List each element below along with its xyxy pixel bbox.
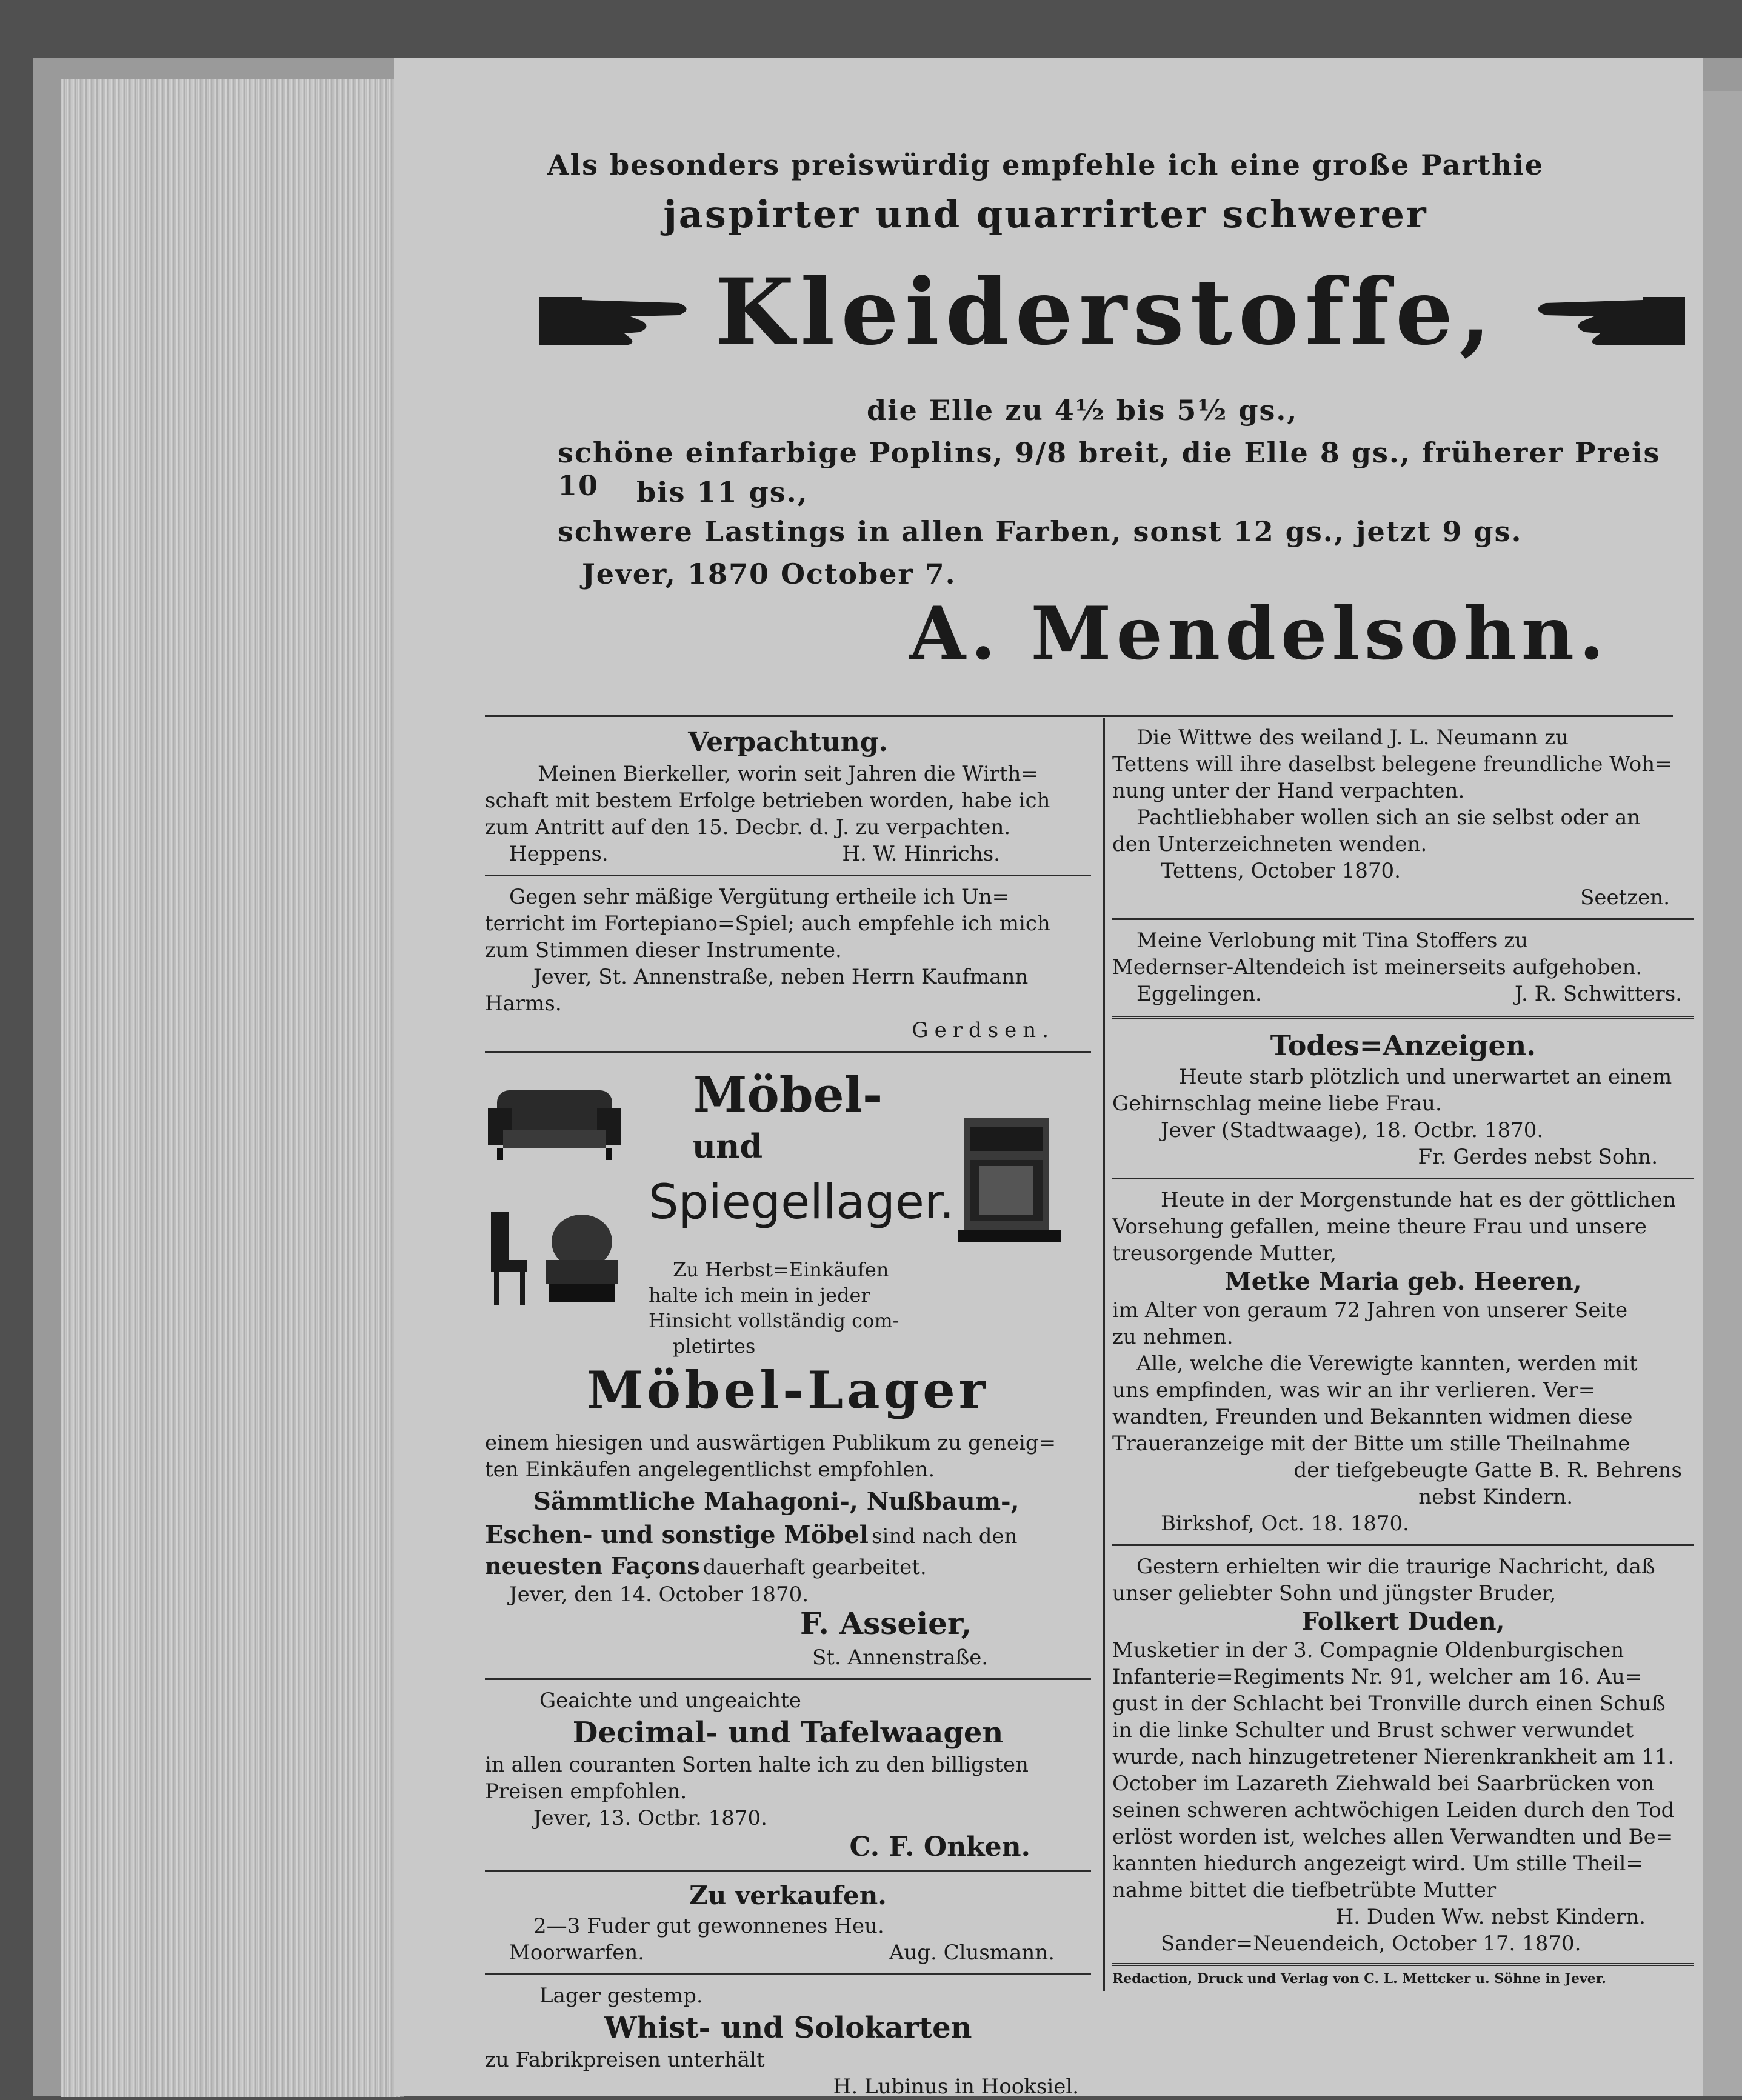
text-line: Geaichte und ungeaichte [539,1688,801,1713]
divider [485,875,1091,876]
karten-ad [485,1982,1091,2100]
text-line: Gestern erhielten wir die traurige Nachricht, daß [1136,1555,1655,1579]
neumann-notice [1112,724,1694,911]
moebel-date: Jever, den 14. October 1870. [509,1582,809,1607]
moebel-woods-2: Eschen- und sonstige Möbel [485,1521,869,1549]
ad-price-line: die Elle zu 4½ bis 5½ gs., [867,394,1298,427]
ad-signature: A. Mendelsohn. [909,591,1609,676]
verpachtung-title: Verpachtung. [688,727,888,758]
newspaper-page [394,58,1703,2099]
moebel-lager-title: Möbel-Lager [587,1360,989,1420]
divider [485,1051,1091,1053]
waagen-ad [485,1687,1091,1862]
unterricht-notice [485,884,1091,1044]
moebel-facons: neuesten Façons [485,1552,700,1579]
waagen-date: Jever, 13. Octbr. 1870. [533,1806,767,1830]
text-line: Tettens will ihre daselbst belegene freundliche Woh= [1112,752,1672,776]
text-line: Heute in der Morgenstunde hat es der göttlichen [1161,1188,1676,1212]
text-line: schaft mit bestem Erfolge betrieben worden, habe ich [485,788,1050,813]
text-line: pletirtes [673,1335,756,1358]
ad-intro-line: Als besonders preiswürdig empfehle ich eine große Parthie [547,148,1544,181]
right-column [1112,724,1694,1988]
text-line: wandten, Freunden und Bekannten widmen diese [1112,1405,1633,1429]
signer: H. W. Hinrichs. [842,842,1000,866]
divider [1112,1016,1694,1019]
moebel-title-und: und [692,1127,763,1165]
moebel-intro [649,1257,915,1359]
moebel-woods: Sämmtliche Mahagoni-, Nußbaum-, [533,1487,1020,1516]
divider [485,715,1673,717]
karten-signer: H. Lubinus in Hooksiel. [833,2075,1079,2099]
divider [485,1870,1091,1872]
todes-anzeigen [1112,1027,1694,1957]
text-line: erlöst worden ist, welches allen Verwandten und Be= [1112,1825,1674,1849]
text-line: seinen schweren achtwöchigen Leiden durch den Tod [1112,1798,1675,1822]
text-line: Jever, St. Annenstraße, neben Herrn Kaufmann [533,965,1029,989]
divider [1112,918,1694,920]
text-line: Medernser-Altendeich ist meinerseits aufgehoben. [1112,955,1643,979]
book-page-edges [61,79,404,2097]
text-line: zum Antritt auf den 15. Decbr. d. J. zu verpachten. [485,815,1011,839]
verlobung-notice [1112,927,1694,1007]
deceased-name: Metke Maria geb. Heeren, [1224,1267,1582,1296]
text-line: wurde, nach hinzugetretener Nierenkrankheit am 11. [1112,1745,1675,1769]
deceased-name: Folkert Duden, [1301,1607,1505,1636]
signer: der tiefgebeugte Gatte B. R. Behrens [1293,1458,1682,1482]
text-line: Hinsicht vollständig com- [649,1309,899,1332]
place: Heppens. [509,842,609,866]
divider [1112,1963,1694,1966]
text-line: Gehirnschlag meine liebe Frau. [1112,1092,1442,1116]
text-line: Zu Herbst=Einkäufen [673,1258,889,1281]
moebel-title-spiegellager: Spiegellager. [649,1175,955,1230]
ad-lastings-line: schwere Lastings in allen Farben, sonst 12 gs., jetzt 9 gs. [558,515,1523,548]
signer: Seetzen. [1580,885,1670,910]
ad-subtitle: jaspirter und quarrirter schwerer [663,192,1428,236]
signer: Aug. Clusmann. [889,1941,1055,1965]
imprint: Redaction, Druck und Verlag von C. L. Mettcker u. Söhne in Jever. [1112,1971,1606,1987]
moebel-ad-cont [485,1521,1091,1642]
text-line: 2—3 Fuder gut gewonnenes Heu. [533,1914,884,1938]
signer: J. R. Schwitters. [1515,982,1682,1006]
signer: nebst Kindern. [1418,1485,1573,1509]
ad-place-date: Jever, 1870 October 7. [582,558,956,590]
text-line: Jever (Stadtwaage), 18. Octbr. 1870. [1161,1118,1544,1142]
text-line: Harms. [485,992,562,1016]
text-line: Pachtliebhaber wollen sich an sie selbst oder an [1136,805,1641,830]
text-line: Traueranzeige mit der Bitte um stille Theilnahme [1112,1432,1630,1456]
sofa-icon [485,1072,624,1165]
moebel-title: Möbel- [693,1066,883,1123]
text-line: uns empfinden, was wir an ihr verlieren. Ver= [1112,1378,1596,1402]
text-line: Lager gestemp. [539,1984,703,2008]
divider [1112,1544,1694,1546]
text-line: halte ich mein in jeder [649,1284,870,1307]
text-line: Preisen empfohlen. [485,1779,687,1804]
place: Moorwarfen. [509,1941,645,1965]
date: Birkshof, Oct. 18. 1870. [1161,1512,1409,1536]
text-line: im Alter von geraum 72 Jahren von unserer Seite [1112,1298,1628,1322]
moebel-signer: F. Asseier, [800,1605,972,1641]
cabinet-icon [946,1105,1067,1253]
text-line: in die linke Schulter und Brust schwer verwundet [1112,1718,1634,1742]
verkaufen-title: Zu verkaufen. [689,1881,887,1910]
text-line: den Unterzeichneten wenden. [1112,832,1427,856]
column-divider [1103,718,1105,1991]
divider [485,1973,1091,1975]
verpachtung-notice [485,724,1091,867]
text-line: nung unter der Hand verpachten. [1112,779,1465,803]
text-line: Meine Verlobung mit Tina Stoffers zu [1136,928,1529,953]
pointing-hand-left-icon [1527,285,1685,354]
karten-title: Whist- und Solokarten [604,2011,972,2045]
moebel-ad [485,1060,1091,1521]
text-line: Gegen sehr mäßige Vergütung ertheile ich Un= [509,885,1010,909]
ad-poplins-line: schöne einfarbige Poplins, 9/8 breit, die Elle 8 gs., früherer Preis 10 [558,436,1661,502]
text-line: in allen couranten Sorten halte ich zu den billigsten [485,1753,1029,1777]
text-line: zu nehmen. [1112,1325,1233,1349]
text-line: Heute starb plötzlich und unerwartet an einem [1179,1065,1672,1089]
date: Sander=Neuendeich, October 17. 1870. [1161,1932,1581,1956]
verkaufen-notice [485,1879,1091,1966]
text-line: nahme bittet die tiefbetrübte Mutter [1112,1878,1497,1902]
ad-poplins-line-cont: bis 11 gs., [636,476,809,508]
text-line: Infanterie=Regiments Nr. 91, welcher am 16. Au= [1112,1665,1643,1689]
text-line: kannten hiedurch angezeigt wird. Um stille Theil= [1112,1852,1643,1876]
text-line: zum Stimmen dieser Instrumente. [485,938,842,962]
waagen-signer: C. F. Onken. [849,1832,1030,1862]
left-column [485,724,1091,2100]
place: Eggelingen. [1136,982,1262,1006]
text-line: treusorgende Mutter, [1112,1241,1337,1265]
text-line: gust in der Schlacht bei Tronville durch einen Schuß [1112,1692,1666,1716]
text-line: Musketier in der 3. Compagnie Oldenburgischen [1112,1638,1624,1662]
text-line: unser geliebter Sohn und jüngster Bruder, [1112,1581,1557,1605]
text-line: terricht im Fortepiano=Spiel; auch empfehle ich mich [485,912,1050,936]
text-line: Alle, welche die Verewigte kannten, werden mit [1136,1352,1638,1376]
signer: Fr. Gerdes nebst Sohn. [1418,1145,1658,1169]
text-line: Meinen Bierkeller, worin seit Jahren die Wirth= [538,762,1038,786]
divider [1112,1178,1694,1179]
todes-title: Todes=Anzeigen. [1270,1029,1537,1062]
text-line: Vorsehung gefallen, meine theure Frau und unsere [1112,1215,1647,1239]
ad-headline: Kleiderstoffe, [715,259,1497,365]
pointing-hand-right-icon [539,285,697,354]
text-line: October im Lazareth Ziehwald bei Saarbrücken von [1112,1772,1655,1796]
text-line: ten Einkäufen angelegentlichst empfohlen. [485,1458,935,1482]
text-line: Tettens, October 1870. [1161,859,1401,883]
divider [485,1678,1091,1680]
text-line: einem hiesigen und auswärtigen Publikum zu geneig= [485,1431,1056,1455]
moebel-signer-address: St. Annenstraße. [812,1645,989,1670]
waagen-title: Decimal- und Tafelwaagen [572,1716,1004,1750]
signer: H. Duden Ww. nebst Kindern. [1335,1905,1646,1929]
text-line: zu Fabrikpreisen unterhält [485,2048,765,2072]
signer: Gerdsen. [912,1018,1055,1042]
chairs-icon [485,1205,624,1317]
text-line: sind nach den [872,1524,1018,1548]
text-line: Die Wittwe des weiland J. L. Neumann zu [1136,725,1569,750]
text-line: dauerhaft gearbeitet. [702,1555,927,1579]
